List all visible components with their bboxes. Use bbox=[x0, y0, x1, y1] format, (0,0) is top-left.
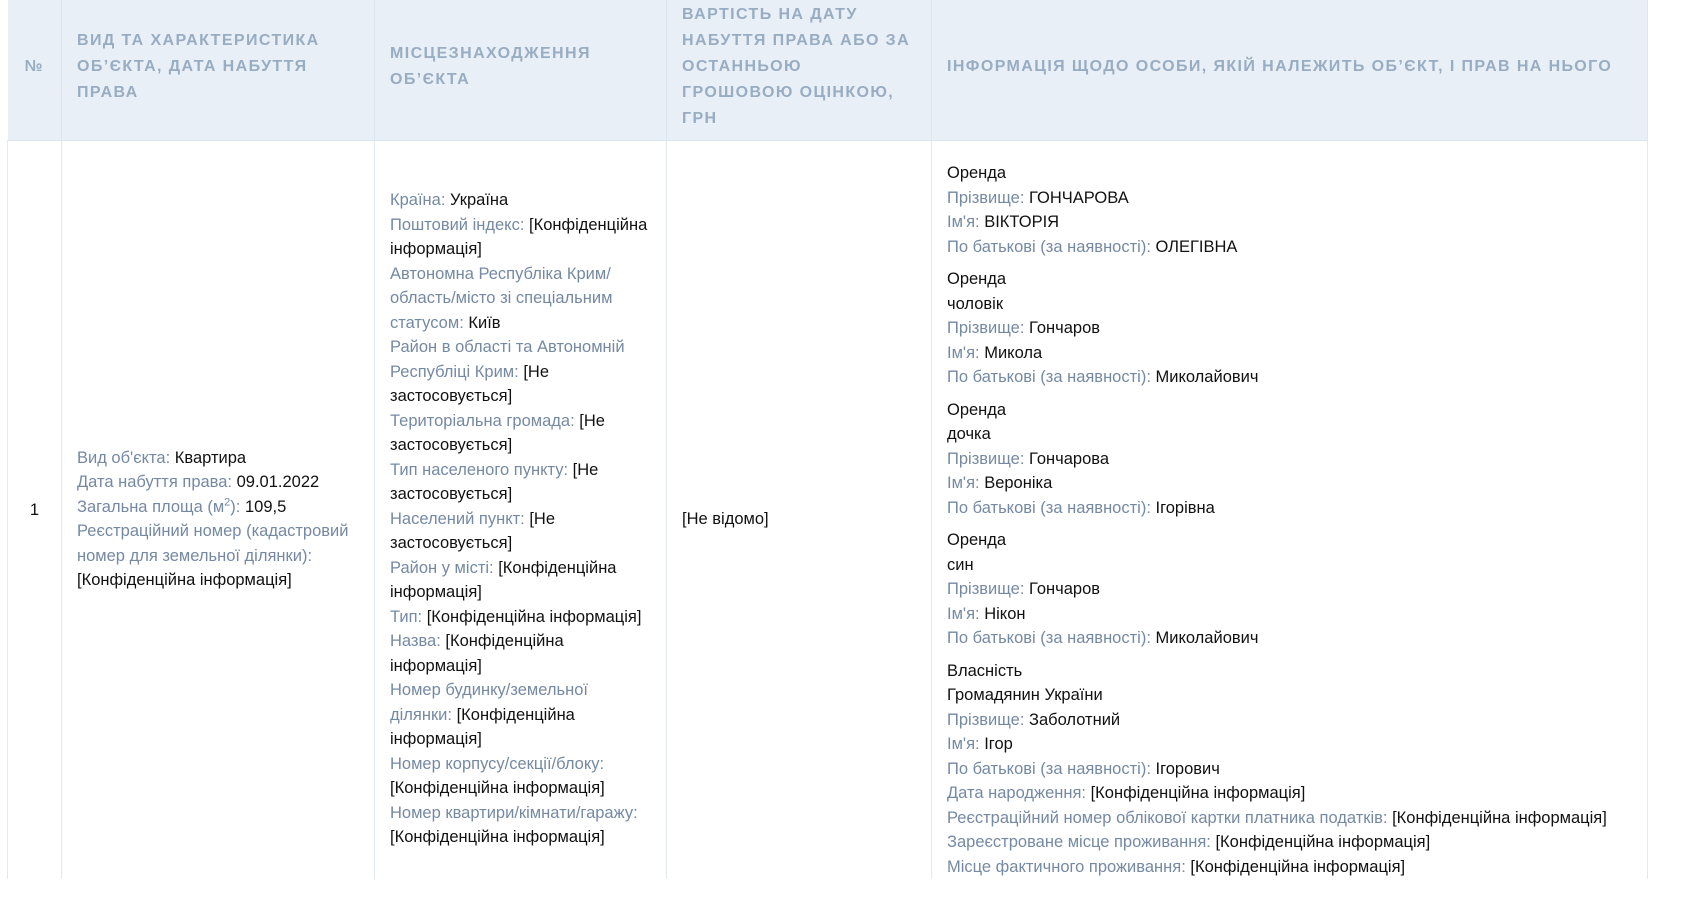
registration-number-label: Реєстраційний номер (кадастровий номер для земельної ділянки): bbox=[77, 522, 349, 565]
location-field-value: [Конфіденційна інформація] bbox=[426, 607, 642, 626]
location-field-value: [Конфіденційна інформація] bbox=[390, 215, 648, 259]
owner-field-value: Нікон bbox=[984, 604, 1026, 623]
location-field-label: Тип населеного пункту: bbox=[390, 460, 569, 479]
location-field bbox=[390, 335, 651, 409]
location-field bbox=[390, 458, 651, 507]
owner-field bbox=[947, 471, 1632, 496]
right-type: Оренда bbox=[947, 164, 1007, 182]
owner-field bbox=[947, 316, 1632, 341]
owner-field-value: Гончарова bbox=[1029, 449, 1110, 468]
column-header-value: ВАРТІСТЬ НА ДАТУ НАБУТТЯ ПРАВА АБО ЗА ОСТАННЬОЮ ГРОШОВОЮ ОЦІНКОЮ, ГРН bbox=[667, 0, 932, 141]
owner-field-value: [Конфіденційна інформація] bbox=[1090, 784, 1306, 802]
acquisition-date-value: 09.01.2022 bbox=[236, 473, 320, 491]
location-field-value: [Не застосовується] bbox=[390, 509, 556, 553]
location-field-value: Україна bbox=[450, 191, 509, 210]
right-type: Оренда bbox=[947, 400, 1007, 419]
location-field-label: Номер будинку/земельної ділянки: bbox=[390, 681, 588, 724]
location-field bbox=[390, 409, 651, 458]
owner-field-value: Миколайович bbox=[1155, 368, 1259, 386]
owner-field bbox=[947, 781, 1632, 806]
owner-field-label: Дата народження: bbox=[947, 784, 1086, 802]
table-row bbox=[8, 141, 1648, 880]
location-field-label: Назва: bbox=[390, 632, 441, 651]
owner-relation: дочка bbox=[947, 425, 991, 443]
owner-field-value: ВІКТОРІЯ bbox=[984, 213, 1060, 231]
location-field-value: [Конфіденційна інформація] bbox=[390, 558, 617, 602]
owner-field-value: [Конфіденційна інформація] bbox=[1215, 833, 1431, 851]
location-field bbox=[390, 752, 651, 801]
owner-field-label: По батькові (за наявності): bbox=[947, 237, 1151, 256]
acquisition-date bbox=[77, 470, 359, 495]
owner-cell bbox=[932, 141, 1648, 880]
owner-field-label: Прізвище: bbox=[947, 710, 1025, 729]
owner-field-label: Прізвище: bbox=[947, 319, 1025, 337]
location-field-value: [Не застосовується] bbox=[390, 362, 549, 406]
declaration-table-wrapper bbox=[7, 0, 1647, 879]
registration-number bbox=[77, 519, 359, 593]
location-field bbox=[390, 629, 651, 678]
owner-field bbox=[947, 577, 1632, 602]
location-field-label: Район у місті: bbox=[390, 558, 494, 577]
owner-field-label: Реєстраційний номер облікової картки платника податків: bbox=[947, 808, 1388, 827]
total-area bbox=[77, 495, 359, 520]
location-field-value: [Конфіденційна інформація] bbox=[390, 828, 605, 847]
owner-field-label: Зареєстроване місце проживання: bbox=[947, 833, 1211, 851]
owner-block bbox=[947, 267, 1632, 390]
owner-field-label: Ім'я: bbox=[947, 604, 980, 623]
owner-field-label: Місце фактичного проживання: bbox=[947, 857, 1186, 876]
acquisition-date-label: Дата набуття права: bbox=[77, 473, 233, 491]
location-field-label: Територіальна громада: bbox=[390, 411, 575, 430]
location-cell bbox=[375, 141, 667, 880]
owner-field bbox=[947, 757, 1632, 782]
owner-field-value: ГОНЧАРОВА bbox=[1029, 188, 1129, 207]
location-field-label: Автономна Республіка Крим/ область/місто зі спеціальним статусом: bbox=[390, 264, 613, 332]
owner-block bbox=[947, 398, 1632, 521]
row-number: 1 bbox=[8, 141, 62, 880]
owner-field-label: Ім'я: bbox=[947, 474, 980, 492]
location-field bbox=[390, 605, 651, 630]
owner-field bbox=[947, 626, 1632, 651]
owner-block bbox=[947, 659, 1632, 880]
total-area-label: Загальна площа $(м^2)$: bbox=[77, 496, 241, 516]
owner-field-label: Прізвище: bbox=[947, 580, 1025, 598]
table-header-row bbox=[8, 0, 1648, 141]
location-field-value: [Конфіденційна інформація] bbox=[390, 632, 564, 675]
real-estate-table bbox=[7, 0, 1648, 879]
location-field-label: Населений пункт: bbox=[390, 509, 525, 528]
column-header-number: № bbox=[8, 0, 62, 141]
owner-field bbox=[947, 186, 1632, 211]
owner-field bbox=[947, 365, 1632, 390]
owner-field-value: ОЛЕГІВНА bbox=[1155, 237, 1238, 256]
owner-field bbox=[947, 341, 1632, 366]
location-field-label: Поштовий індекс: bbox=[390, 215, 525, 234]
value-cell: [Не відомо] bbox=[667, 141, 932, 880]
location-field bbox=[390, 678, 651, 752]
location-field bbox=[390, 262, 651, 336]
location-field-label: Номер корпусу/секції/блоку: bbox=[390, 754, 605, 773]
owner-field bbox=[947, 830, 1632, 855]
object-type bbox=[77, 446, 359, 471]
owner-field bbox=[947, 496, 1632, 521]
location-field bbox=[390, 188, 651, 213]
owner-field-value: Гончаров bbox=[1029, 580, 1101, 598]
owner-relation: син bbox=[947, 555, 974, 574]
owner-field-label: Ім'я: bbox=[947, 213, 980, 231]
location-field-value: Київ bbox=[468, 313, 501, 332]
total-area-value: 109,5 bbox=[244, 497, 287, 516]
owner-field-label: По батькові (за наявності): bbox=[947, 498, 1151, 517]
owner-field bbox=[947, 732, 1632, 757]
owner-block bbox=[947, 528, 1632, 651]
right-type: Оренда bbox=[947, 531, 1007, 549]
owner-field-label: Ім'я: bbox=[947, 735, 980, 753]
location-field-value: [Конфіденційна інформація] bbox=[390, 705, 575, 749]
owner-field-value: Ігор bbox=[984, 735, 1013, 753]
owner-field-value: Микола bbox=[984, 343, 1043, 362]
owner-field-value: [Конфіденційна інформація] bbox=[1190, 857, 1406, 876]
object-type-value: Квартира bbox=[174, 448, 247, 467]
owner-field-label: Прізвище: bbox=[947, 449, 1025, 468]
column-header-object: ВИД ТА ХАРАКТЕРИСТИКА ОБ’ЄКТА, ДАТА НАБУТТЯ ПРАВА bbox=[62, 0, 375, 141]
location-field-value: [Конфіденційна інформація] bbox=[390, 779, 605, 798]
owner-field-value: Миколайович bbox=[1155, 629, 1259, 647]
owner-relation: Громадянин України bbox=[947, 686, 1103, 704]
location-field bbox=[390, 556, 651, 605]
right-type: Оренда bbox=[947, 270, 1007, 288]
owner-field-label: По батькові (за наявності): bbox=[947, 629, 1151, 647]
registration-number-value: [Конфіденційна інформація] bbox=[77, 571, 292, 589]
location-field-value: [Не застосовується] bbox=[390, 460, 599, 504]
owner-field-value: Ігорович bbox=[1155, 759, 1220, 778]
owner-field-label: По батькові (за наявності): bbox=[947, 759, 1151, 778]
location-field-label: Район в області та Автономній Республіці Крим: bbox=[390, 338, 625, 381]
owner-field bbox=[947, 447, 1632, 472]
location-field-value: [Не застосовується] bbox=[390, 411, 605, 455]
object-cell bbox=[62, 141, 375, 880]
location-field-label: Номер квартири/кімнати/гаражу: bbox=[390, 803, 638, 822]
right-type: Власність bbox=[947, 661, 1023, 680]
location-field-label: Тип: bbox=[390, 607, 423, 626]
owner-field-value: Заболотний bbox=[1029, 710, 1121, 729]
owner-field bbox=[947, 806, 1632, 831]
owner-field bbox=[947, 855, 1632, 880]
location-field-label: Країна: bbox=[390, 191, 446, 210]
owner-field-value: [Конфіденційна інформація] bbox=[1392, 808, 1607, 827]
owner-field bbox=[947, 602, 1632, 627]
location-field bbox=[390, 507, 651, 556]
column-header-owner: ІНФОРМАЦІЯ ЩОДО ОСОБИ, ЯКІЙ НАЛЕЖИТЬ ОБ’ЄКТ, І ПРАВ НА НЬОГО bbox=[932, 0, 1648, 141]
owner-field-label: Прізвище: bbox=[947, 188, 1025, 207]
owner-field-value: Гончаров bbox=[1029, 319, 1101, 337]
owner-field-label: По батькові (за наявності): bbox=[947, 368, 1151, 386]
location-field bbox=[390, 213, 651, 262]
location-field bbox=[390, 801, 651, 850]
owner-field bbox=[947, 235, 1632, 260]
owner-relation: чоловік bbox=[947, 294, 1004, 313]
column-header-location: МІСЦЕЗНАХОДЖЕННЯ ОБ’ЄКТА bbox=[375, 0, 667, 141]
owner-field bbox=[947, 210, 1632, 235]
object-type-label: Вид об'єкта: bbox=[77, 448, 171, 467]
owner-field-label: Ім'я: bbox=[947, 343, 980, 362]
owner-field-value: Ігорівна bbox=[1155, 498, 1215, 517]
owner-block bbox=[947, 161, 1632, 259]
owner-field-value: Вероніка bbox=[984, 474, 1053, 492]
owner-field bbox=[947, 708, 1632, 733]
